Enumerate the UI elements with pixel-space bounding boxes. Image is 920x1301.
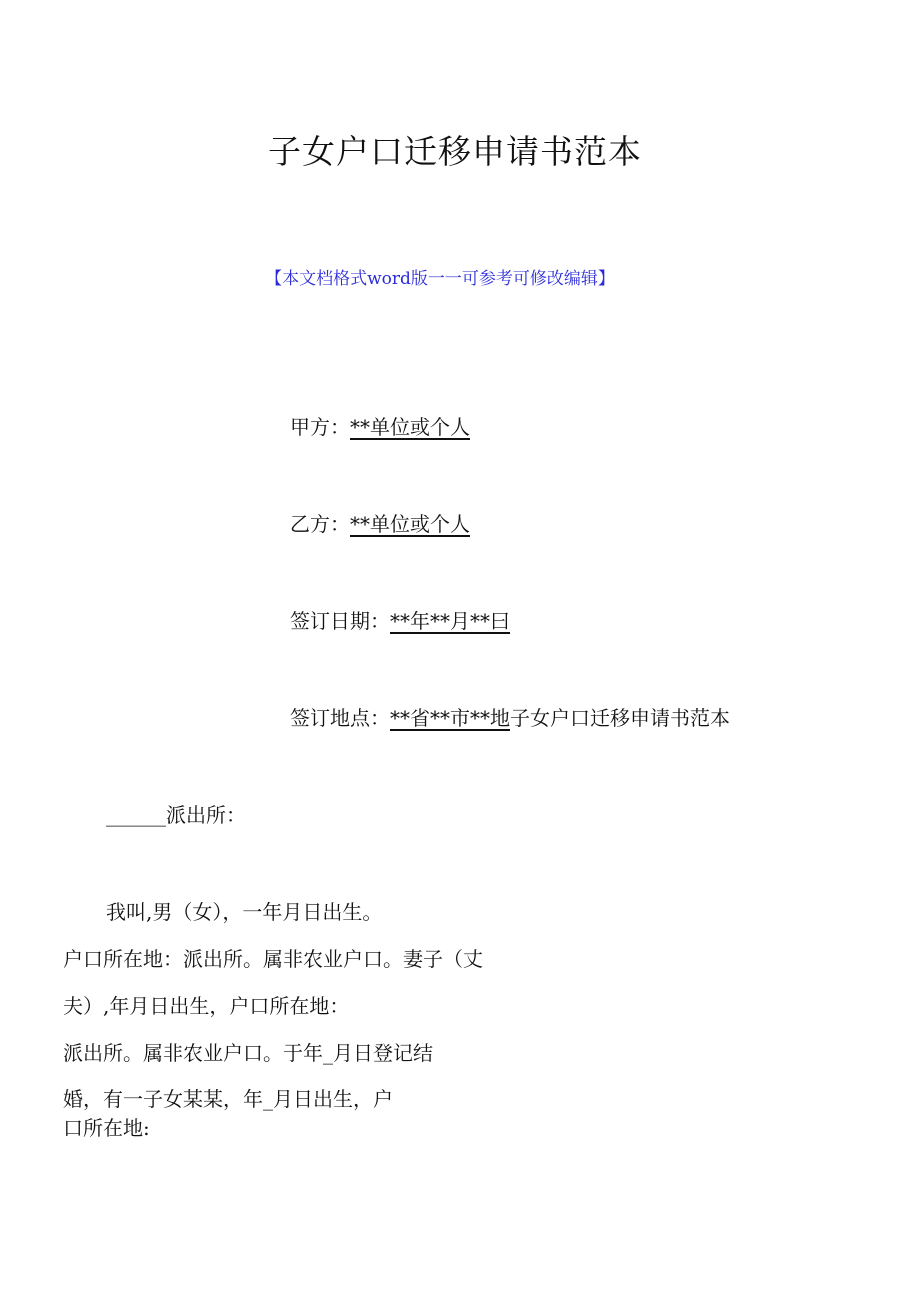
letter-line: 夫）,年月日出生，户口所在地： — [63, 994, 350, 1018]
letter-addressee: ______派出所： — [106, 803, 246, 827]
letter-line: 我叫,男（女），一年月日出生。 — [106, 900, 383, 924]
sign-date-value: **年**月**曰 — [390, 609, 510, 633]
format-note: 【本文档格式word版一一可参考可修改编辑】 — [265, 269, 615, 289]
party-a-label: 甲方： — [290, 415, 350, 439]
sign-place-value: **省**市**地 — [390, 706, 510, 730]
sign-date-label: 签订日期： — [290, 609, 390, 633]
sign-place-field — [290, 702, 730, 731]
party-b-value: **单位或个人 — [350, 512, 470, 536]
party-b-label: 乙方： — [290, 512, 350, 536]
document-title: 子女户口迁移申请书范本 — [268, 132, 642, 171]
letter-line: 派出所。属非农业户口。于年_月日登记结 — [63, 1041, 433, 1065]
letter-line: 婚，有一子女某某，年_月日出生，户 — [63, 1087, 393, 1111]
party-b-field — [290, 508, 470, 537]
party-a-field — [290, 411, 470, 440]
sign-place-label: 签订地点： — [290, 706, 390, 730]
sign-date-field — [290, 605, 510, 634]
party-a-value: **单位或个人 — [350, 415, 470, 439]
letter-line: 户口所在地：派出所。属非农业户口。妻子（丈 — [63, 947, 483, 971]
sign-place-suffix: 子女户口迁移申请书范本 — [510, 706, 730, 730]
letter-line: 口所在地: — [63, 1116, 150, 1140]
